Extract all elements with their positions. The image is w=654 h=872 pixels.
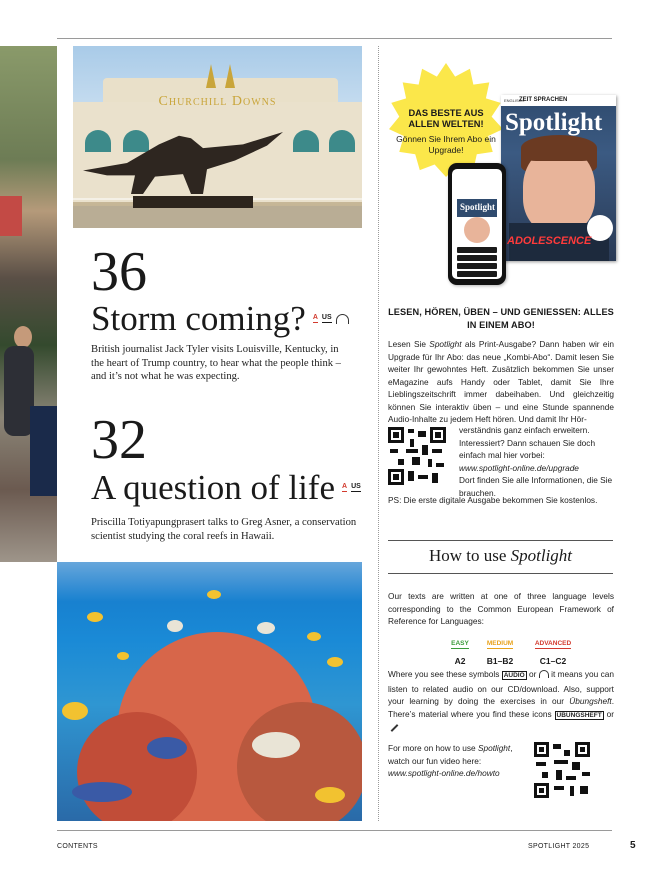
spectators-photo-strip	[0, 46, 57, 562]
headphones-icon	[336, 314, 349, 324]
level-advanced: ADVANCED C1–C2	[534, 640, 572, 666]
article-1-summary: British journalist Jack Tyler visits Louisville, Kentucky, in the heart of Trump country, to hear what the people think – and it’s not what he was expecting.	[91, 344, 341, 382]
article-1-page-number[interactable]: 36	[91, 241, 147, 303]
how-to-intro: Our texts are written at one of three language levels corresponding to the Common European Framework of Reference for Languages:	[388, 591, 614, 626]
level-easy: EASY A2	[451, 640, 469, 666]
article-2-headline-row[interactable]	[91, 470, 361, 505]
how-to-title: How to use Spotlight	[428, 546, 573, 565]
how-to-rule-top	[388, 540, 613, 541]
phone-mockup	[448, 163, 506, 285]
how-to-symbols: Where you see these symbols AUDIO or it means you can listen to related audio on our CD/download. Also, support your learning by doing the exercises in our Übungsheft. There’s material where you find these icons ÜBUNGSHEFT or	[388, 668, 614, 735]
how-to-rule-bottom	[388, 573, 613, 574]
pencil-icon	[391, 724, 399, 732]
promo-body-continued: verständnis ganz einfach erweitern. Interessiert? Dann schauen Sie doch einfach mal hier vorbei: www.spotlight-online.de/upgrade Dort finden Sie alle Informationen, die Sie brauchen.	[459, 425, 613, 498]
cover-brand: ZEIT SPRACHEN	[519, 97, 568, 103]
article-2-summary: Priscilla Totiyapungprasert talks to Greg Asner, a conservation scientist studying the coral reefs in Hawaii.	[91, 517, 357, 542]
article-2-page-number[interactable]: 32	[91, 409, 147, 471]
phone-logo: Spotlight	[460, 202, 496, 212]
footer-issue-label: SPOTLIGHT 2025	[528, 843, 590, 850]
cover-logo: Spotlight	[505, 109, 603, 136]
bottom-rule	[57, 830, 612, 831]
top-rule	[57, 38, 612, 39]
column-divider	[378, 46, 379, 821]
cover-line: ADOLESCENCE	[507, 235, 592, 247]
howto-qr-code[interactable]	[534, 742, 590, 798]
magazine-cover	[501, 95, 616, 261]
promo-heading: LESEN, HÖREN, ÜBEN – UND GENIESSEN: ALLES IN EINEM ABO!	[388, 307, 614, 330]
level-badge-us: US	[351, 483, 361, 490]
cover-language-label: ENGLISCH	[504, 98, 525, 103]
promo-body: Lesen Sie Spotlight als Print-Ausgabe? Dann haben wir ein Upgrade für Ihr Abo: das neue „Kombi-Abo“. Damit lesen Sie weiter Ihr gewohntes Heft. Zusätzlich bekommen Sie unser eMagazine aufs Handy oder Tablet, damit Sie Ihre Lieblingszeitschrift immer dabeihaben. Und gleichzeitig können Sie interaktiv üben – und eine Stunde spannende Audio-Inhalte zu jedem Heft hören. Und damit Ihr Hör-	[388, 339, 614, 424]
level-badge-us: US	[321, 314, 332, 321]
upgrade-link[interactable]: www.spotlight-online.de/upgrade	[459, 462, 579, 473]
audio-tag: AUDIO	[503, 672, 525, 679]
coral-reef-photo	[57, 562, 362, 821]
headphones-icon	[539, 670, 549, 678]
level-badge-a: A	[312, 314, 318, 321]
churchill-downs-sign: Churchill Downs	[158, 94, 277, 109]
footer-page-number: 5	[630, 840, 636, 851]
article-1-headline-row[interactable]	[91, 301, 349, 336]
level-medium: MEDIUM B1–B2	[486, 640, 514, 666]
promo-star-heading: DAS BESTE AUS ALLEN WELTEN!	[408, 108, 484, 129]
howto-link[interactable]: www.spotlight-online.de/howto	[388, 768, 500, 778]
promo-star-subline: Gönnen Sie Ihrem Abo ein Upgrade!	[396, 134, 496, 155]
article-1-headline[interactable]: Storm coming?	[91, 299, 306, 338]
exercise-tag: ÜBUNGSHEFT	[556, 711, 602, 719]
promo-ps: PS: Die erste digitale Ausgabe bekommen Sie kostenlos.	[388, 495, 598, 505]
footer-section-label: CONTENTS	[57, 843, 98, 850]
article-2-headline[interactable]: A question of life	[91, 468, 335, 507]
churchill-downs-photo	[73, 46, 362, 228]
upgrade-qr-code[interactable]	[388, 427, 446, 485]
level-badge-a: A	[342, 483, 348, 490]
how-to-video: For more on how to use Spotlight, watch our fun video here: www.spotlight-online.de/howto	[388, 743, 513, 778]
